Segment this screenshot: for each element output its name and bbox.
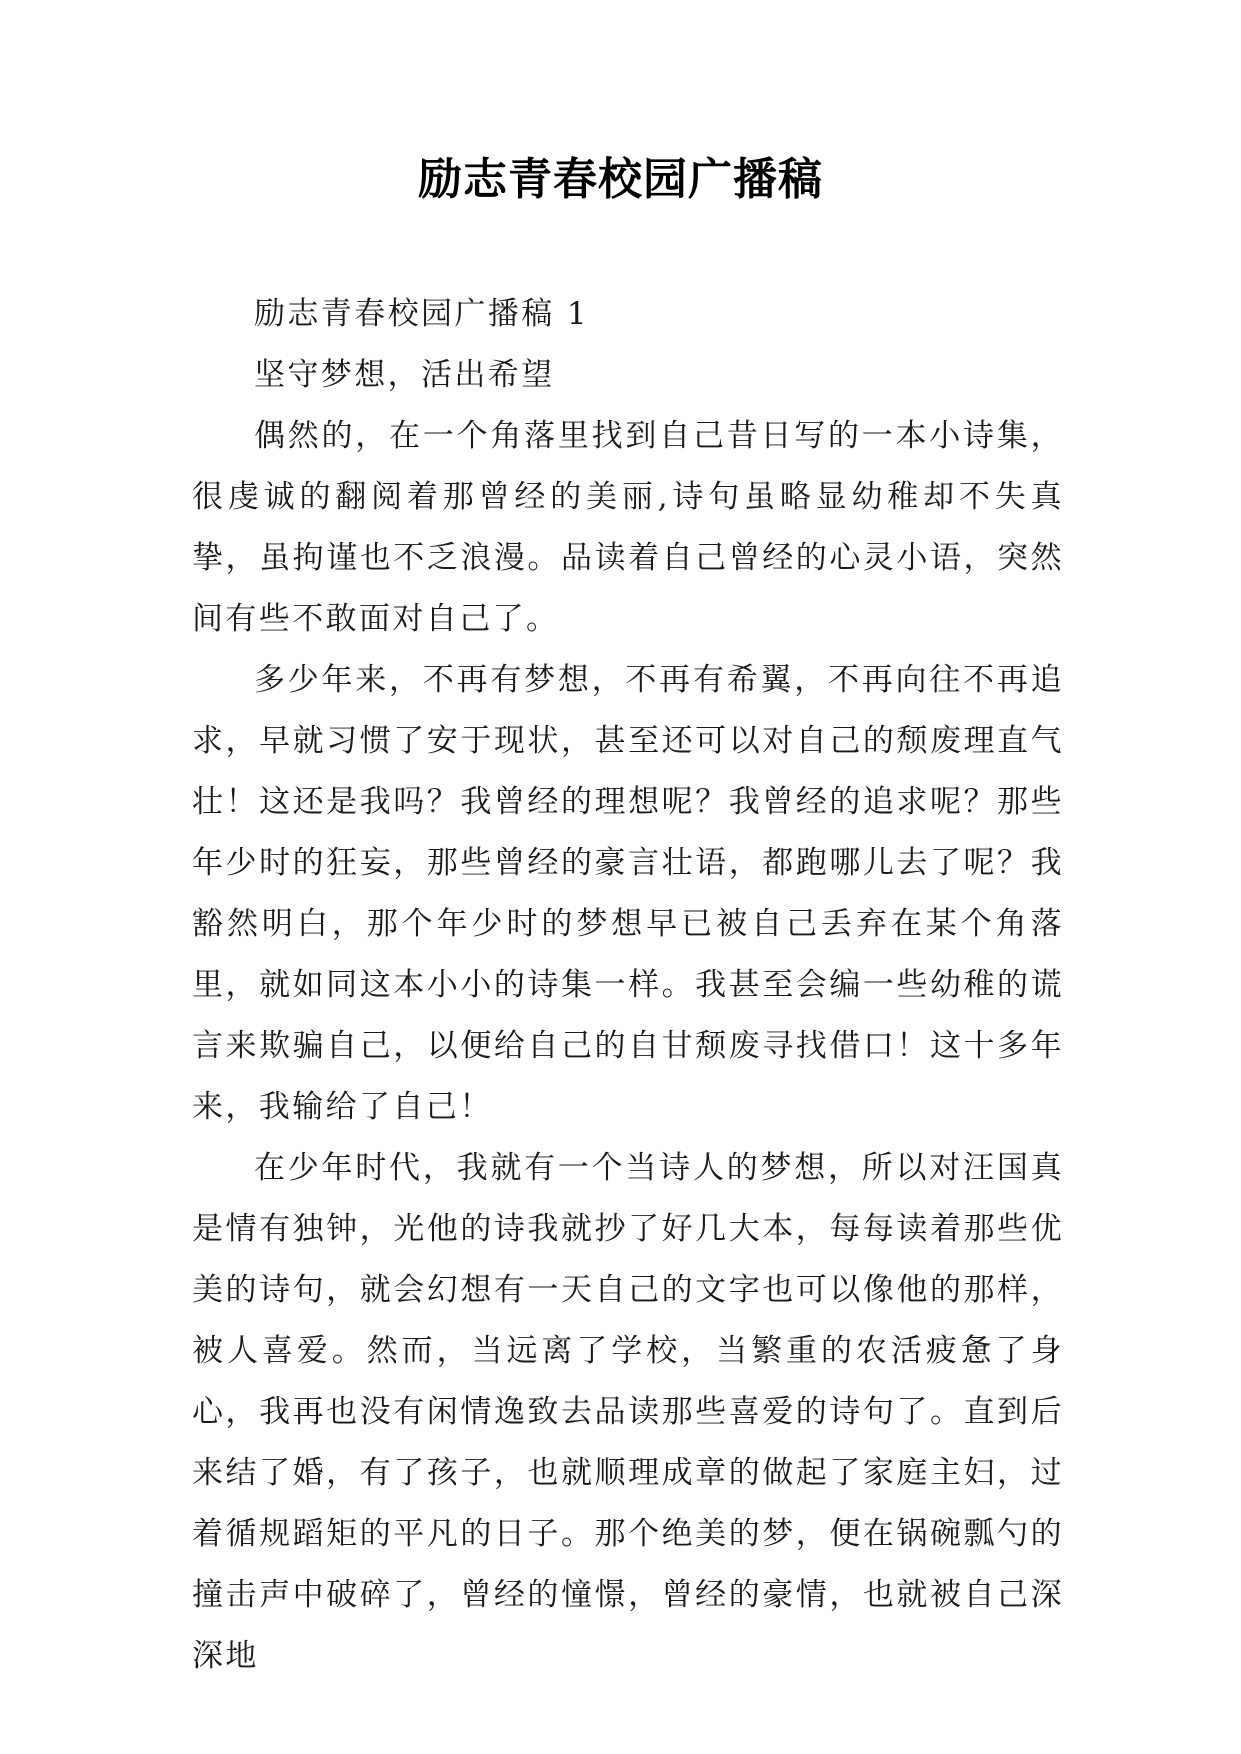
paragraph-3: 在少年时代，我就有一个当诗人的梦想，所以对汪国真是情有独钟，光他的诗我就抄了好几大本，每每读着那些优美的诗句，就会幻想有一天自己的文字也可以像他的那样，被人喜爱。然而，当远离了学校，当繁重的农活疲惫了身心，我再也没有闲情逸致去品读那些喜爱的诗句了。直到后来结了婚，有了孩子，也就顺理成章的做起了家庭主妇，过着循规蹈矩的平凡的日子。那个绝美的梦，便在锅碗瓢勺的撞击声中破碎了，曾经的憧憬，曾经的豪情，也就被自己深深地 xyxy=(192,1150,1064,1674)
document-title: 励志青春校园广播稿 xyxy=(418,154,823,205)
document-body xyxy=(192,284,1064,1687)
paragraph-1: 偶然的，在一个角落里找到自己昔日写的一本小诗集，很虔诚的翻阅着那曾经的美丽,诗句虽略显幼稚却不失真挚，虽拘谨也不乏浪漫。品读着自己曾经的心灵小语，突然间有些不敢面对自己了。 xyxy=(192,418,1064,637)
section-subtitle: 励志青春校园广播稿 1 xyxy=(254,296,589,332)
section-heading: 坚守梦想，活出希望 xyxy=(254,357,555,393)
paragraph-2: 多少年来，不再有梦想，不再有希翼，不再向往不再追求，早就习惯了安于现状，甚至还可以对自己的颓废理直气壮！这还是我吗？我曾经的理想呢？我曾经的追求呢？那些年少时的狂妄，那些曾经的豪言壮语，都跑哪儿去了呢？我豁然明白，那个年少时的梦想早已被自己丢弃在某个角落里，就如同这本小小的诗集一样。我甚至会编一些幼稚的谎言来欺骗自己，以便给自己的自甘颓废寻找借口！这十多年来，我输给了自己！ xyxy=(192,662,1064,1125)
